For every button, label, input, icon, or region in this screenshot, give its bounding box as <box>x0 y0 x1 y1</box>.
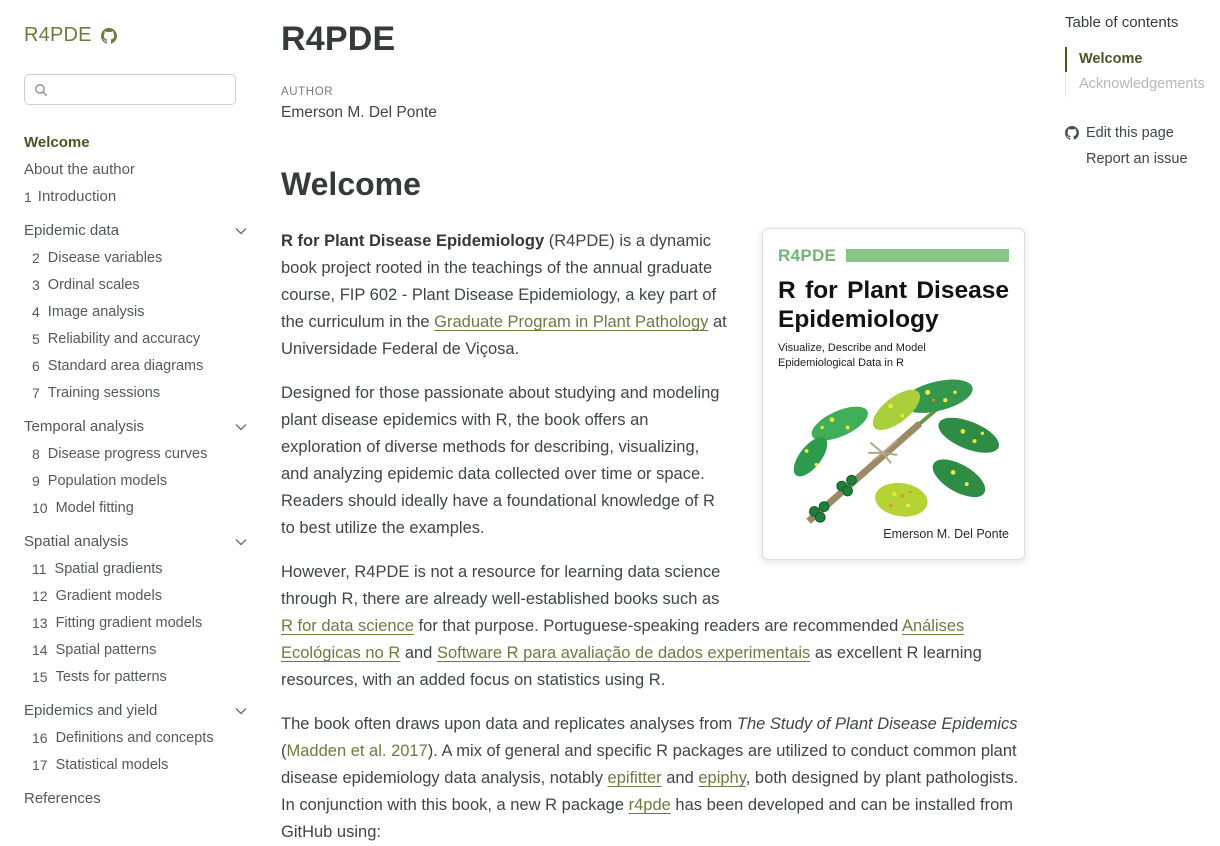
chevron-down-icon[interactable] <box>235 227 247 235</box>
sidebar-item-population-models[interactable] <box>24 467 251 494</box>
sidebar-item-about-the-author[interactable] <box>24 156 251 183</box>
chapter-number: 15 <box>32 668 48 685</box>
sidebar-item-fitting-gradient-models[interactable] <box>24 609 251 636</box>
nav-label: Introduction <box>37 188 117 205</box>
paragraph: The book often draws upon data and replicates analyses from The Study of Plant Disease Epidemics (Madden et al. 2017). A mix of general and specific R packages are utilized to conduct common plant disease epidemiology data analysis, notably epifitter and epiphy, both designed by plant pathologists. In conjunction with this book, a new R package r4pde has been developed and can be installed from GitHub using: <box>281 715 1019 841</box>
search-box[interactable] <box>24 74 236 105</box>
sidebar-item-references[interactable] <box>24 785 251 812</box>
chevron-down-icon[interactable] <box>235 707 247 715</box>
chapter-number: 1 <box>24 188 32 205</box>
nav-label: Training sessions <box>47 384 161 401</box>
chevron-down-icon[interactable] <box>235 423 247 431</box>
page-title: R4PDE <box>281 20 396 58</box>
chapter-number: 3 <box>32 276 40 293</box>
toc-item-welcome[interactable]: Welcome <box>1065 47 1210 72</box>
chapter-number: 8 <box>32 445 40 462</box>
nav-label: Epidemics and yield <box>24 702 158 719</box>
chapter-number: 5 <box>32 330 40 347</box>
nav-label: About the author <box>24 161 135 178</box>
chapter-number: 7 <box>32 384 40 401</box>
nav-label: Image analysis <box>47 303 145 320</box>
nav-label: Spatial patterns <box>55 641 157 658</box>
sidebar-item-tests-for-patterns[interactable] <box>24 663 251 690</box>
nav-label: Spatial gradients <box>54 560 163 577</box>
toc-sidebar <box>1063 0 1220 846</box>
chapter-number: 9 <box>32 472 40 489</box>
nav-label: Disease progress curves <box>47 445 208 462</box>
chapter-number: 2 <box>32 249 40 266</box>
cover-brand-bar <box>846 249 1009 262</box>
sidebar-item-spatial-analysis[interactable] <box>24 528 251 555</box>
text-link-epiphy[interactable]: epiphy <box>698 769 746 787</box>
sidebar-item-statistical-models[interactable] <box>24 751 251 778</box>
sidebar <box>0 0 265 846</box>
nav-label: Disease variables <box>47 249 163 266</box>
toc-heading: Table of contents <box>1065 14 1179 31</box>
paragraph: However, R4PDE is not a resource for learning data science through R, there are already well-established books such as R for data science for that purpose. Portuguese-speaking readers are recommended Análises Ecológicas no R and Software R para avaliação de dados experimentais as excellent R learning resources, with an added focus on statistics using R. <box>281 563 982 689</box>
sidebar-item-temporal-analysis[interactable] <box>24 413 251 440</box>
nav-label: Temporal analysis <box>24 418 145 435</box>
text-link-an-lises-ecol-gicas-no-r[interactable]: Análises Ecológicas no R <box>281 617 965 662</box>
content-body <box>281 228 1025 846</box>
sidebar-item-introduction[interactable] <box>24 183 251 210</box>
edit-this-page-link[interactable]: Edit this page <box>1065 121 1210 145</box>
nav-label: Model fitting <box>55 499 134 516</box>
paragraph: Designed for those passionate about studying and modeling plant disease epidemics with R, the book offers an exploration of diverse methods for describing, visualizing, and analyzing epidemic data collected over time or space. Readers should ideally have a foundational knowledge of R to best utilize the examples. <box>281 384 720 537</box>
sidebar-item-standard-area-diagrams[interactable] <box>24 352 251 379</box>
chapter-number: 10 <box>32 499 48 516</box>
section-heading: Welcome <box>281 166 421 202</box>
chapter-number: 16 <box>32 729 48 746</box>
chapter-number: 17 <box>32 756 48 773</box>
sidebar-item-welcome[interactable] <box>24 129 251 156</box>
chevron-down-icon[interactable] <box>235 538 247 546</box>
report-an-issue-link[interactable]: Report an issue <box>1086 151 1188 167</box>
toc-list <box>1065 47 1210 97</box>
sidebar-item-epidemics-and-yield[interactable] <box>24 697 251 724</box>
text-link-graduate-program-in-plant-pathology[interactable]: Graduate Program in Plant Pathology <box>434 313 709 331</box>
author-label: AUTHOR <box>281 86 334 98</box>
cover-author: Emerson M. Del Ponte <box>883 527 1009 541</box>
nav-label: Population models <box>47 472 168 489</box>
author-name: Emerson M. Del Ponte <box>281 104 437 121</box>
sidebar-header <box>24 24 251 47</box>
book-cover <box>762 228 1025 560</box>
chapter-number: 6 <box>32 357 40 374</box>
search-icon <box>34 83 48 97</box>
text-link-r4pde[interactable]: r4pde <box>628 796 671 814</box>
sidebar-item-model-fitting[interactable] <box>24 494 251 521</box>
cover-brand-name: R4PDE <box>778 246 837 265</box>
nav-label: Spatial analysis <box>24 533 129 550</box>
sidebar-item-spatial-gradients[interactable] <box>24 555 251 582</box>
main-content <box>265 0 1063 846</box>
cover-brand-row <box>778 242 1009 269</box>
cover-illustration <box>778 373 1009 521</box>
paragraph: R for Plant Disease Epidemiology (R4PDE) is a dynamic book project rooted in the teachings of the annual graduate course, FIP 602 - Plant Disease Epidemiology, a key part of the curriculum in the Graduate Program in Plant Pathology at Universidade Federal de Viçosa. <box>281 232 727 358</box>
site-title-link[interactable]: R4PDE <box>24 24 92 46</box>
nav-label: Welcome <box>24 134 90 151</box>
nav-label: Reliability and accuracy <box>47 330 201 347</box>
nav-label: Gradient models <box>55 587 162 604</box>
toc-item-acknowledgements[interactable]: Acknowledgements <box>1065 72 1210 97</box>
chapter-number: 12 <box>32 587 48 604</box>
text-link-r-for-data-science[interactable]: R for data science <box>281 617 414 635</box>
nav-label: Epidemic data <box>24 222 120 239</box>
chapter-number: 11 <box>32 560 47 577</box>
sidebar-item-image-analysis[interactable] <box>24 298 251 325</box>
text-link-madden-et-al-2017[interactable]: Madden et al. 2017 <box>286 742 428 760</box>
chapter-number: 14 <box>32 641 48 658</box>
sidebar-item-disease-progress-curves[interactable] <box>24 440 251 467</box>
text-link-epifitter[interactable]: epifitter <box>607 769 662 787</box>
nav-label: Statistical models <box>55 756 169 773</box>
nav-label: Tests for patterns <box>55 668 167 685</box>
toc-actions <box>1065 121 1210 171</box>
nav-label: Standard area diagrams <box>47 357 204 374</box>
github-icon[interactable] <box>101 28 117 44</box>
nav-label: References <box>24 790 101 807</box>
nav-label: Fitting gradient models <box>55 614 203 631</box>
nav-label: Definitions and concepts <box>55 729 214 746</box>
chapter-number: 13 <box>32 614 48 631</box>
sidebar-item-gradient-models[interactable] <box>24 582 251 609</box>
sidebar-nav <box>24 129 251 812</box>
search-input[interactable] <box>55 82 226 98</box>
sidebar-item-spatial-patterns[interactable] <box>24 636 251 663</box>
github-icon <box>1065 126 1079 140</box>
text-link-software-r-para-avalia-o-de-dados-experimentais[interactable]: Software R para avaliação de dados experimentais <box>436 644 811 662</box>
cover-subtitle: Visualize, Describe and Model Epidemiological Data in R <box>778 342 926 370</box>
sidebar-item-disease-variables[interactable] <box>24 244 251 271</box>
sidebar-item-definitions-and-concepts[interactable] <box>24 724 251 751</box>
cover-title: R for Plant Disease Epidemiology <box>778 277 1009 333</box>
sidebar-item-reliability-and-accuracy[interactable] <box>24 325 251 352</box>
sidebar-item-epidemic-data[interactable] <box>24 217 251 244</box>
chapter-number: 4 <box>32 303 40 320</box>
sidebar-item-training-sessions[interactable] <box>24 379 251 406</box>
nav-label: Ordinal scales <box>47 276 140 293</box>
sidebar-item-ordinal-scales[interactable] <box>24 271 251 298</box>
